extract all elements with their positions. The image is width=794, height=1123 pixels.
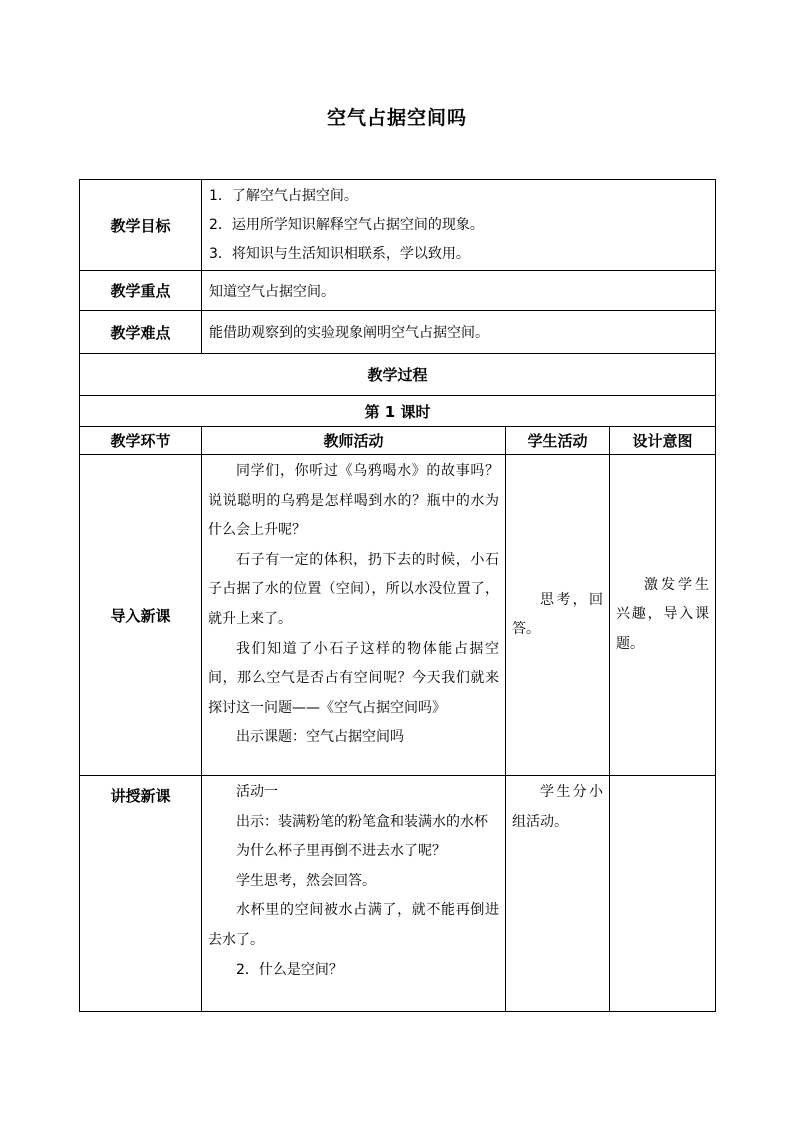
teacher-paragraph: 水杯里的空间被水占满了，就不能再倒进去水了。 — [208, 902, 499, 948]
teacher-paragraph: 石子有一定的体积，扔下去的时候，小石子占据了水的位置（空间），所以水没位置了，就升上来了。 — [208, 551, 499, 627]
teacher-activity-cell — [202, 776, 506, 1012]
key-point-text: 知道空气占据空间。 — [202, 271, 716, 311]
teacher-paragraph: 2．什么是空间？ — [236, 961, 343, 978]
teacher-paragraph: 出示：装满粉笔的粉笔盒和装满水的水杯 — [236, 813, 488, 830]
design-intent-cell — [610, 776, 716, 1012]
page-title: 空气占据空间吗 — [326, 107, 467, 129]
process-title: 教学过程 — [80, 354, 716, 396]
column-header: 教学环节 — [80, 427, 202, 455]
objective-item: 1．了解空气占据空间。 — [209, 187, 358, 204]
design-intent-cell — [610, 455, 716, 776]
lesson-title-row — [80, 396, 716, 427]
difficulty-label: 教学难点 — [80, 311, 202, 354]
column-header-row — [80, 427, 716, 455]
table-row — [80, 455, 716, 776]
student-activity-cell — [506, 455, 610, 776]
student-activity-cell — [506, 776, 610, 1012]
objectives-row — [80, 180, 716, 271]
objective-item: 3．将知识与生活知识相联系，学以致用。 — [209, 245, 470, 262]
difficulty-row — [80, 311, 716, 354]
student-activity-text: 思考，回答。 — [512, 591, 603, 637]
teacher-paragraph: 学生思考，然会回答。 — [236, 872, 376, 889]
lesson-plan-table — [79, 179, 716, 1012]
key-point-row — [80, 271, 716, 311]
process-title-row — [80, 354, 716, 396]
objectives-cell — [202, 180, 716, 271]
column-header: 设计意图 — [610, 427, 716, 455]
difficulty-text: 能借助观察到的实验现象阐明空气占据空间。 — [202, 311, 716, 354]
student-activity-text: 学生分小组活动。 — [512, 784, 603, 830]
teacher-paragraph: 同学们，你听过《乌鸦喝水》的故事吗？说说聪明的乌鸦是怎样喝到水的？瓶中的水为什么会上升呢？ — [208, 463, 499, 539]
column-header: 学生活动 — [506, 427, 610, 455]
design-intent-text: 激发学生兴趣，导入课题。 — [616, 576, 710, 652]
stage-cell: 讲授新课 — [80, 776, 202, 1012]
teacher-paragraph: 活动一 — [236, 784, 278, 800]
lesson-title: 第 1 课时 — [80, 396, 716, 427]
objective-item: 2．运用所学知识解释空气占据空间的现象。 — [209, 216, 484, 233]
stage-cell: 导入新课 — [80, 455, 202, 776]
teacher-paragraph: 为什么杯子里再倒不进去水了呢？ — [236, 843, 446, 860]
key-point-label: 教学重点 — [80, 271, 202, 311]
objectives-label: 教学目标 — [80, 180, 202, 271]
table-row — [80, 776, 716, 1012]
column-header: 教师活动 — [202, 427, 506, 455]
teacher-activity-cell — [202, 455, 506, 776]
teacher-paragraph: 我们知道了小石子这样的物体能占据空间，那么空气是否占有空间呢？今天我们就来探讨这一问题——《空气占据空间吗》 — [208, 640, 499, 716]
teacher-paragraph: 出示课题：空气占据空间吗 — [236, 729, 404, 746]
